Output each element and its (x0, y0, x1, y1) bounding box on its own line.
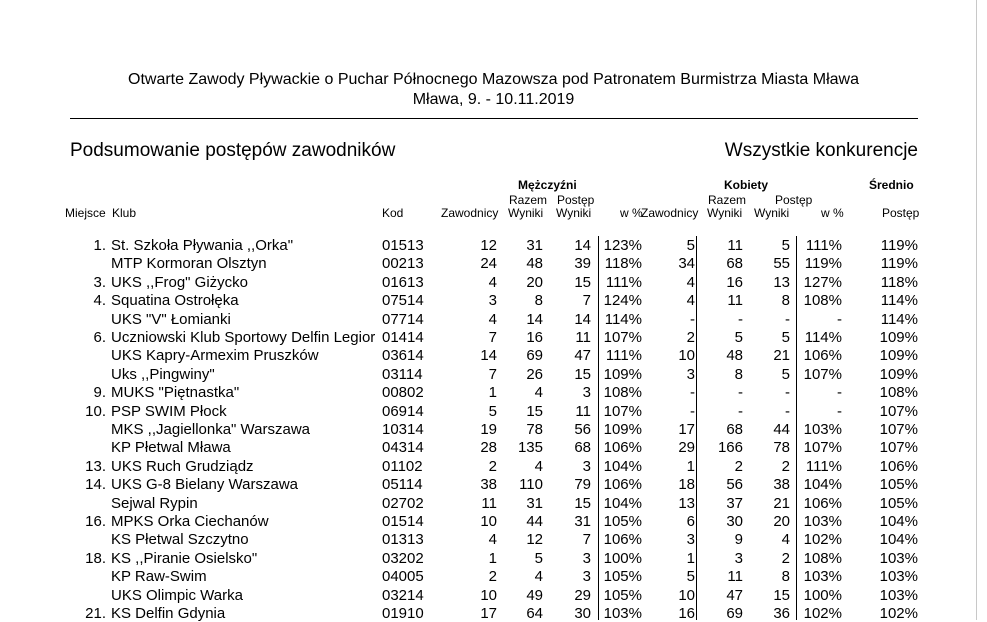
women-percent-cell: 106% (803, 347, 842, 365)
women-postep-header-bottom: Wyniki (754, 206, 790, 220)
women-postep-cell: 44 (773, 421, 790, 438)
men-razem-cell: 49 (526, 586, 543, 604)
club-name-cell: Uks ,,Pingwiny" (111, 365, 215, 383)
women-percent-cell: 100% (803, 586, 842, 604)
average-postep-cell: 105% (879, 476, 918, 494)
women-percent-cell: 111% (805, 457, 842, 475)
men-athletes-cell: 24 (480, 255, 497, 273)
men-athletes-cell: 4 (488, 273, 497, 291)
men-athletes-cell: 7 (488, 365, 497, 383)
women-percent-cell: 103% (803, 568, 842, 586)
place-cell: 14. (85, 476, 106, 494)
men-razem-cell: 16 (526, 329, 543, 346)
club-name-cell: MPKS Orka Ciechanów (111, 513, 269, 530)
average-postep-header: Postęp (882, 206, 920, 220)
women-athletes-cell: 18 (678, 476, 695, 494)
women-percent-cell: 107% (803, 365, 842, 383)
average-postep-cell: 104% (879, 513, 918, 530)
club-code-cell: 01910 (382, 605, 424, 622)
place-cell: 13. (85, 457, 106, 475)
women-athletes-cell: 13 (678, 494, 695, 512)
average-postep-cell: 109% (879, 329, 918, 346)
club-name-cell: KS Delfin Gdynia (111, 605, 226, 622)
men-postep-cell: 31 (574, 513, 591, 530)
club-name-cell: UKS "V" Łomianki (111, 310, 231, 328)
club-code-cell: 07514 (382, 292, 424, 310)
club-name-cell: UKS Ruch Grudziądz (111, 457, 254, 475)
men-postep-cell: 3 (582, 549, 591, 567)
average-postep-cell: 114% (880, 292, 918, 310)
women-postep-cell: 2 (781, 549, 790, 567)
men-athletes-cell: 28 (480, 439, 497, 457)
place-cell: 1. (93, 237, 106, 254)
women-postep-cell: 15 (773, 586, 790, 604)
club-code-cell: 01414 (382, 329, 424, 346)
men-percent-cell: 111% (605, 347, 642, 365)
men-postep-cell: 29 (574, 586, 591, 604)
women-postep-cell: 5 (781, 365, 790, 383)
men-percent-cell: 105% (603, 513, 642, 530)
women-percent-cell: - (837, 310, 842, 328)
women-percent-cell: 108% (803, 292, 842, 310)
men-athletes-cell: 2 (488, 457, 497, 475)
club-code-cell: 01313 (382, 531, 424, 549)
women-postep-cell: 55 (773, 255, 790, 273)
report-scope: Wszystkie konkurencje (724, 140, 918, 161)
women-athletes-cell: 16 (678, 605, 695, 622)
place-cell: 21. (85, 605, 106, 622)
women-postep-cell: - (785, 402, 790, 420)
women-postep-cell: 38 (773, 476, 790, 494)
men-razem-cell: 5 (534, 549, 543, 567)
women-razem-cell: 16 (726, 273, 743, 291)
column-separator (796, 236, 797, 620)
men-postep-cell: 14 (574, 237, 591, 254)
women-razem-cell: - (738, 384, 743, 402)
men-razem-cell: 135 (517, 439, 543, 457)
men-percent-cell: 123% (603, 237, 642, 254)
men-postep-cell: 15 (574, 273, 591, 291)
club-name-cell: St. Szkoła Pływania ,,Orka" (111, 237, 294, 254)
women-razem-cell: 68 (726, 421, 743, 438)
women-athletes-cell: 5 (686, 237, 695, 254)
women-razem-header-bottom: Wyniki (707, 206, 743, 220)
women-athletes-cell: 3 (686, 531, 695, 549)
men-athletes-header: Zawodnicy (441, 206, 499, 220)
women-postep-cell: 36 (773, 605, 790, 622)
men-athletes-cell: 17 (480, 605, 497, 622)
women-athletes-cell: 29 (678, 439, 695, 457)
women-percent-cell: - (837, 384, 842, 402)
women-postep-cell: 5 (781, 237, 790, 254)
average-postep-cell: 119% (880, 237, 918, 254)
club-name-cell: MUKS "Piętnastka" (111, 384, 240, 402)
club-name-cell: UKS G-8 Bielany Warszawa (111, 476, 299, 494)
women-athletes-cell: 17 (678, 421, 695, 438)
women-razem-cell: 2 (734, 457, 743, 475)
group-women-header: Kobiety (724, 178, 769, 192)
men-razem-cell: 31 (526, 494, 543, 512)
women-razem-cell: 166 (717, 439, 743, 457)
men-postep-cell: 15 (574, 494, 591, 512)
group-average-header: Średnio (869, 178, 914, 192)
women-percent-cell: 103% (803, 513, 842, 530)
club-code-cell: 01513 (382, 237, 424, 254)
code-header: Kod (382, 206, 404, 220)
women-razem-cell: - (738, 402, 743, 420)
women-percent-cell: 111% (805, 237, 842, 254)
men-percent-cell: 107% (603, 402, 642, 420)
men-razem-cell: 15 (526, 402, 543, 420)
women-postep-header-top: Postęp (775, 193, 813, 207)
place-cell: 10. (85, 402, 106, 420)
men-percent-cell: 105% (603, 586, 642, 604)
column-separator (598, 236, 599, 620)
club-name-cell: Squatina Ostrołęka (111, 292, 239, 310)
women-razem-cell: 68 (726, 255, 743, 273)
women-athletes-cell: 4 (686, 273, 695, 291)
men-postep-cell: 7 (582, 531, 591, 549)
men-postep-cell: 68 (574, 439, 591, 457)
club-name-cell: UKS ,,Frog" Giżycko (111, 273, 249, 291)
club-code-cell: 02702 (382, 494, 424, 512)
place-cell: 16. (85, 513, 106, 530)
men-percent-cell: 103% (603, 605, 642, 622)
club-code-cell: 01514 (382, 513, 424, 530)
average-postep-cell: 107% (879, 421, 918, 438)
men-percent-cell: 106% (603, 476, 642, 494)
women-razem-cell: 8 (734, 365, 743, 383)
men-athletes-cell: 10 (480, 513, 497, 530)
men-athletes-cell: 5 (488, 402, 497, 420)
women-postep-cell: 8 (781, 568, 790, 586)
report-title: Podsumowanie postępów zawodników (70, 140, 396, 161)
men-percent-cell: 118% (604, 255, 642, 273)
club-code-cell: 07714 (382, 310, 424, 328)
column-separator (696, 236, 697, 620)
men-razem-cell: 4 (534, 457, 543, 475)
men-percent-cell: 111% (605, 273, 642, 291)
women-postep-cell: 21 (773, 494, 790, 512)
women-razem-cell: 37 (726, 494, 743, 512)
club-name-cell: KP Płetwal Mława (111, 439, 231, 457)
club-code-cell: 01613 (382, 273, 424, 291)
women-percent-cell: 102% (803, 531, 842, 549)
average-postep-cell: 103% (879, 568, 918, 586)
women-percent-cell: 119% (804, 255, 842, 273)
men-percent-cell: 107% (603, 329, 642, 346)
women-athletes-cell: - (690, 384, 695, 402)
women-athletes-cell: 10 (678, 347, 695, 365)
women-athletes-cell: 1 (686, 457, 695, 475)
men-postep-cell: 3 (582, 384, 591, 402)
women-razem-cell: 30 (726, 513, 743, 530)
club-code-cell: 03614 (382, 347, 424, 365)
club-name-cell: Uczniowski Klub Sportowy Delfin Legior (111, 329, 376, 346)
women-athletes-cell: - (690, 310, 695, 328)
club-name-cell: KP Raw-Swim (111, 568, 207, 586)
club-name-cell: UKS Kapry-Armexim Pruszków (111, 347, 319, 365)
place-header: Miejsce (65, 206, 106, 220)
men-razem-cell: 110 (519, 476, 543, 494)
average-postep-cell: 114% (880, 310, 918, 328)
men-razem-cell: 20 (526, 273, 543, 291)
men-athletes-cell: 3 (488, 292, 497, 310)
club-code-cell: 03214 (382, 586, 424, 604)
club-code-cell: 04005 (382, 568, 424, 586)
men-athletes-cell: 2 (488, 568, 497, 586)
women-postep-cell: - (785, 310, 790, 328)
club-code-cell: 03202 (382, 549, 424, 567)
average-postep-cell: 118% (880, 273, 918, 291)
club-code-cell: 01102 (382, 457, 423, 475)
average-postep-cell: 107% (879, 402, 918, 420)
header-divider (70, 118, 918, 119)
men-razem-header-bottom: Wyniki (508, 206, 544, 220)
women-percent-cell: 106% (803, 494, 842, 512)
average-postep-cell: 109% (879, 365, 918, 383)
place-cell: 6. (93, 329, 106, 346)
women-percent-cell: 102% (803, 605, 842, 622)
men-athletes-cell: 1 (488, 384, 497, 402)
men-percent-cell: 105% (603, 568, 642, 586)
women-postep-cell: - (785, 384, 790, 402)
men-athletes-cell: 4 (488, 531, 497, 549)
men-athletes-cell: 14 (480, 347, 497, 365)
women-percent-cell: 108% (803, 549, 842, 567)
men-razem-cell: 31 (526, 237, 543, 254)
women-razem-cell: 56 (726, 476, 743, 494)
men-razem-header-top: Razem (509, 193, 548, 207)
women-athletes-cell: 34 (678, 255, 695, 273)
women-percent-cell: - (837, 402, 842, 420)
men-athletes-cell: 1 (488, 549, 497, 567)
women-postep-cell: 21 (773, 347, 790, 365)
club-name-cell: MTP Kormoran Olsztyn (111, 255, 267, 273)
club-header: Klub (112, 206, 137, 220)
women-postep-cell: 13 (773, 273, 790, 291)
women-athletes-cell: 2 (686, 329, 695, 346)
men-athletes-cell: 19 (480, 421, 497, 438)
men-postep-header-bottom: Wyniki (556, 206, 592, 220)
men-postep-cell: 14 (574, 310, 591, 328)
men-postep-cell: 39 (574, 255, 591, 273)
men-percent-cell: 109% (603, 365, 642, 383)
men-percent-cell: 100% (603, 549, 642, 567)
women-razem-cell: 3 (734, 549, 743, 567)
average-postep-cell: 104% (879, 531, 918, 549)
women-razem-cell: 11 (727, 568, 743, 586)
men-razem-cell: 12 (526, 531, 543, 549)
club-code-cell: 10314 (382, 421, 424, 438)
men-athletes-cell: 11 (481, 494, 497, 512)
men-postep-cell: 11 (575, 329, 591, 346)
men-athletes-cell: 4 (488, 310, 497, 328)
men-percent-cell: 104% (603, 494, 642, 512)
club-name-cell: KS ,,Piranie Osielsko" (111, 549, 258, 567)
club-code-cell: 04314 (382, 439, 424, 457)
women-postep-cell: 2 (781, 457, 790, 475)
men-razem-cell: 8 (534, 292, 543, 310)
men-razem-cell: 4 (534, 384, 543, 402)
women-razem-cell: 11 (727, 237, 743, 254)
women-percent-cell: 127% (803, 273, 842, 291)
women-postep-cell: 5 (781, 329, 790, 346)
women-razem-cell: 48 (726, 347, 743, 365)
document-date: Mława, 9. - 10.11.2019 (412, 91, 575, 108)
women-athletes-header: Zawodnicy (641, 206, 699, 220)
women-athletes-cell: 1 (686, 549, 695, 567)
men-razem-cell: 78 (526, 421, 543, 438)
women-athletes-cell: 10 (678, 586, 695, 604)
men-percent-cell: 108% (603, 384, 642, 402)
women-percent-cell: 104% (803, 476, 842, 494)
women-percent-cell: 114% (804, 329, 842, 346)
club-code-cell: 03114 (382, 365, 423, 383)
women-razem-cell: 9 (734, 531, 743, 549)
men-postep-cell: 30 (574, 605, 591, 622)
men-percent-cell: 109% (603, 421, 642, 438)
women-percent-cell: 103% (803, 421, 842, 438)
men-athletes-cell: 10 (480, 586, 497, 604)
men-postep-cell: 47 (574, 347, 591, 365)
average-postep-cell: 105% (879, 494, 918, 512)
women-percent-header: w % (821, 206, 844, 220)
men-razem-cell: 48 (526, 255, 543, 273)
men-razem-cell: 44 (526, 513, 543, 530)
average-postep-cell: 109% (879, 347, 918, 365)
women-percent-cell: 107% (803, 439, 842, 457)
club-code-cell: 00802 (382, 384, 424, 402)
place-cell: 3. (93, 273, 106, 291)
men-razem-cell: 64 (526, 605, 543, 622)
average-postep-cell: 107% (879, 439, 918, 457)
men-razem-cell: 4 (534, 568, 543, 586)
men-razem-cell: 26 (526, 365, 543, 383)
club-code-cell: 00213 (382, 255, 424, 273)
women-athletes-cell: 4 (686, 292, 695, 310)
club-name-cell: UKS Olimpic Warka (111, 586, 243, 604)
club-code-cell: 05114 (382, 476, 423, 494)
men-postep-cell: 7 (582, 292, 591, 310)
club-code-cell: 06914 (382, 402, 424, 420)
men-athletes-cell: 7 (488, 329, 497, 346)
men-postep-cell: 11 (575, 402, 591, 420)
men-percent-cell: 104% (603, 457, 642, 475)
average-postep-cell: 108% (879, 384, 918, 402)
men-razem-cell: 69 (526, 347, 543, 365)
men-postep-cell: 3 (582, 568, 591, 586)
women-athletes-cell: 6 (686, 513, 695, 530)
men-percent-header: w % (620, 206, 643, 220)
average-postep-cell: 102% (879, 605, 918, 622)
women-postep-cell: 4 (781, 531, 790, 549)
men-postep-header-top: Postęp (557, 193, 595, 207)
women-athletes-cell: 5 (686, 568, 695, 586)
women-athletes-cell: 3 (686, 365, 695, 383)
club-name-cell: MKS ,,Jagiellonka" Warszawa (111, 421, 311, 438)
men-percent-cell: 124% (603, 292, 642, 310)
men-percent-cell: 106% (603, 439, 642, 457)
average-postep-cell: 103% (879, 549, 918, 567)
men-athletes-cell: 38 (480, 476, 497, 494)
women-postep-cell: 20 (773, 513, 790, 530)
men-postep-cell: 56 (574, 421, 591, 438)
women-razem-header-top: Razem (708, 193, 747, 207)
men-postep-cell: 79 (574, 476, 591, 494)
women-athletes-cell: - (690, 402, 695, 420)
women-razem-cell: 11 (727, 292, 743, 310)
women-razem-cell: 47 (726, 586, 743, 604)
club-name-cell: KS Płetwal Szczytno (111, 531, 249, 549)
women-postep-cell: 8 (781, 292, 790, 310)
men-percent-cell: 106% (603, 531, 642, 549)
group-men-header: Mężczyźni (518, 178, 577, 192)
women-razem-cell: 69 (726, 605, 743, 622)
club-name-cell: Sejwal Rypin (111, 494, 198, 512)
average-postep-cell: 103% (879, 586, 918, 604)
women-razem-cell: 5 (734, 329, 743, 346)
men-postep-cell: 15 (574, 365, 591, 383)
club-name-cell: PSP SWIM Płock (111, 402, 227, 420)
men-athletes-cell: 12 (480, 237, 497, 254)
average-postep-cell: 119% (880, 255, 918, 273)
men-percent-cell: 114% (604, 310, 642, 328)
place-cell: 18. (85, 549, 106, 567)
place-cell: 9. (93, 384, 106, 402)
women-postep-cell: 78 (773, 439, 790, 457)
men-postep-cell: 3 (582, 457, 591, 475)
place-cell: 4. (93, 292, 106, 310)
document-title: Otwarte Zawody Pływackie o Puchar Północnego Mazowsza pod Patronatem Burmistrza Miasta Mława (128, 71, 859, 88)
men-razem-cell: 14 (526, 310, 543, 328)
average-postep-cell: 106% (879, 457, 918, 475)
women-razem-cell: - (738, 310, 743, 328)
